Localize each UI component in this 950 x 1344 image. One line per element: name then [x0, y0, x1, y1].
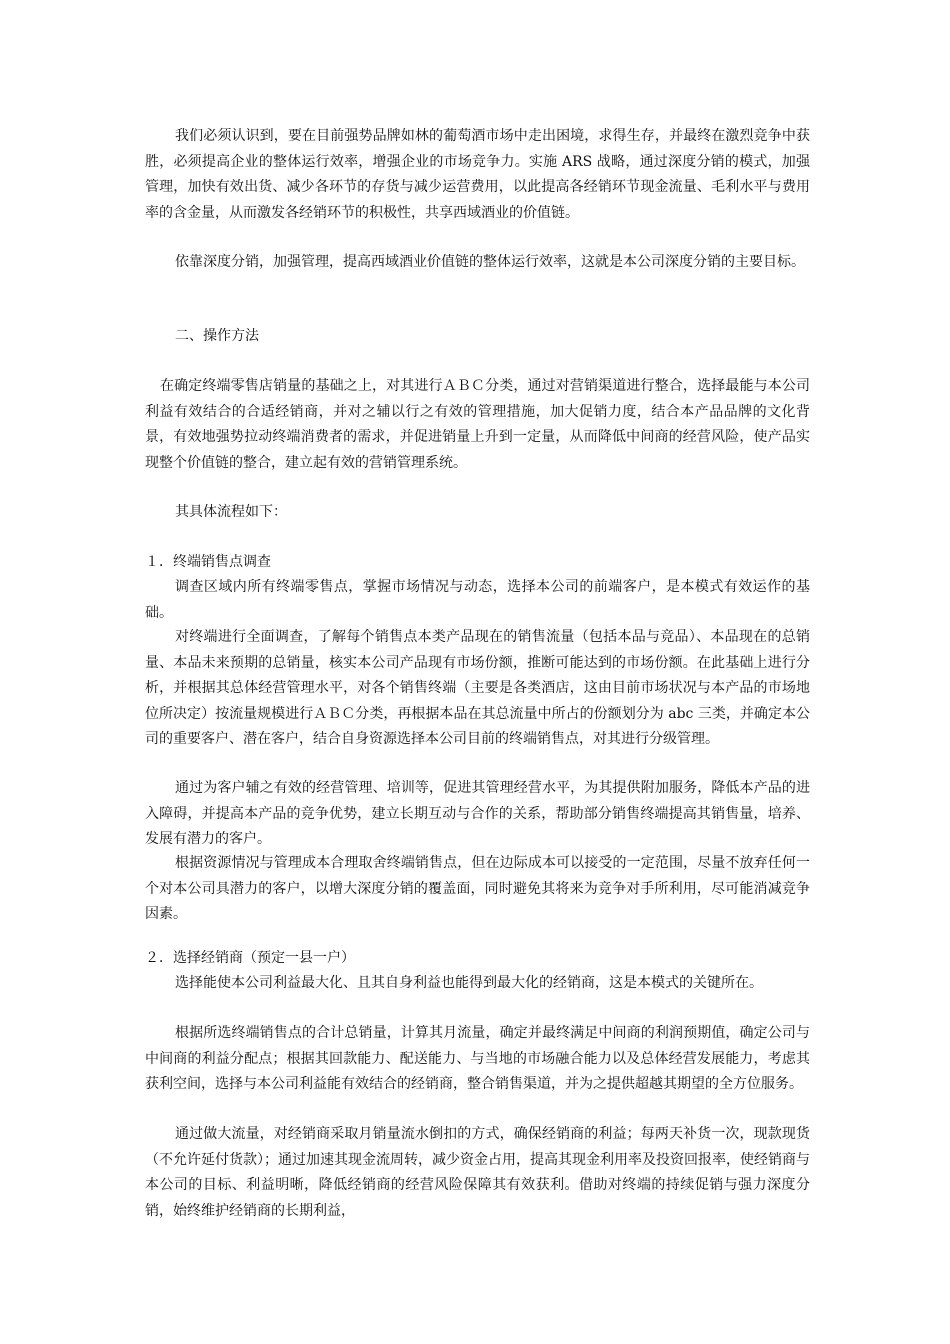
section-heading-operation: 二、操作方法: [175, 328, 259, 344]
paragraph-process-intro: 其具体流程如下：: [175, 504, 287, 520]
paragraph-resource-selection: 根据资源情况与管理成本合理取舍终端销售点，但在边际成本可以接受的一定范围，尽量不放弃任何一个对本公司具潜力的客户，以增大深度分销的覆盖面，同时避免其将来为竞争对手所利用，尽可能消减竞争因素。: [145, 855, 810, 922]
paragraph-distributor-benefit: 通过做大流量，对经销商采取月销量流水倒扣的方式，确保经销商的利益；每两天补货一次，现款现货（不允许延付货款）；通过加速其现金流周转，减少资金占用，提高其现金利用率及投资回报率，使经销商与本公司的目标、利益明晰，降低经销商的经营风险保障其有效获利。借助对终端的持续促销与强力深度分销，始终维护经销商的长期利益，: [145, 1126, 810, 1219]
subheading-select-distributor: ２．选择经销商（预定一县一户）: [145, 950, 355, 966]
paragraph-survey-basis: 调查区域内所有终端零售点，掌握市场情况与动态，选择本公司的前端客户，是本模式有效运作的基础。: [145, 579, 810, 621]
subheading-terminal-survey: １．终端销售点调查: [145, 554, 271, 570]
paragraph-intro: 我们必须认识到，要在目前强势品牌如林的葡萄酒市场中走出困境，求得生存，并最终在激烈竞争中获胜，必须提高企业的整体运行效率，增强企业的市场竞争力。实施 ARS 战略，通过深度分销的模式，加强管理，加快有效出货、减少各环节的存货与减少运营费用，以此提高各经销环节现金流量、毛利水平与费用率的含金量，从而激发各经销环节的积极性，共享西域酒业的价值链。: [145, 128, 810, 221]
paragraph-distributor-key: 选择能使本公司利益最大化、且其自身利益也能得到最大化的经销商，这是本模式的关键所在。: [175, 975, 763, 991]
paragraph-goal: 依靠深度分销，加强管理，提高西域酒业价值链的整体运行效率，这就是本公司深度分销的主要目标。: [175, 254, 805, 270]
paragraph-method: 在确定终端零售店销量的基础之上，对其进行ＡＢＣ分类，通过对营销渠道进行整合，选择最能与本公司利益有效结合的合适经销商，并对之辅以行之有效的管理措施，加大促销力度，结合本产品品牌的文化背景，有效地强势拉动终端消费者的需求，并促进销量上升到一定量，从而降低中间商的经营风险，使产品实现整个价值链的整合，建立起有效的营销管理系统。: [145, 378, 810, 471]
paragraph-survey-detail: 对终端进行全面调查，了解每个销售点本类产品现在的销售流量（包括本品与竞品）、本品现在的总销量、本品未来预期的总销量，核实本公司产品现有市场份额，推断可能达到的市场份额。在此基础上进行分析，并根据其总体经营管理水平，对各个销售终端（主要是各类酒店，这由目前市场状况与本产品的市场地位所决定）按流量规模进行ＡＢＣ分类，再根据本品在其总流量中所占的份额划分为 abc 三类，并确定本公司的重要客户、潜在客户，结合自身资源选择本公司目前的终端销售点，对其进行分级管理。: [145, 629, 810, 747]
paragraph-client-support: 通过为客户辅之有效的经营管理、培训等，促进其管理经营水平，为其提供附加服务，降低本产品的进入障碍，并提高本产品的竞争优势，建立长期互动与合作的关系，帮助部分销售终端提高其销售量，培养、发展有潜力的客户。: [145, 780, 810, 847]
paragraph-distributor-criteria: 根据所选终端销售点的合计总销量，计算其月流量，确定并最终满足中间商的利润预期值，确定公司与中间商的利益分配点；根据其回款能力、配送能力、与当地的市场融合能力以及总体经营发展能力，考虑其获利空间，选择与本公司利益能有效结合的经销商，整合销售渠道，并为之提供超越其期望的全方位服务。: [145, 1025, 810, 1092]
